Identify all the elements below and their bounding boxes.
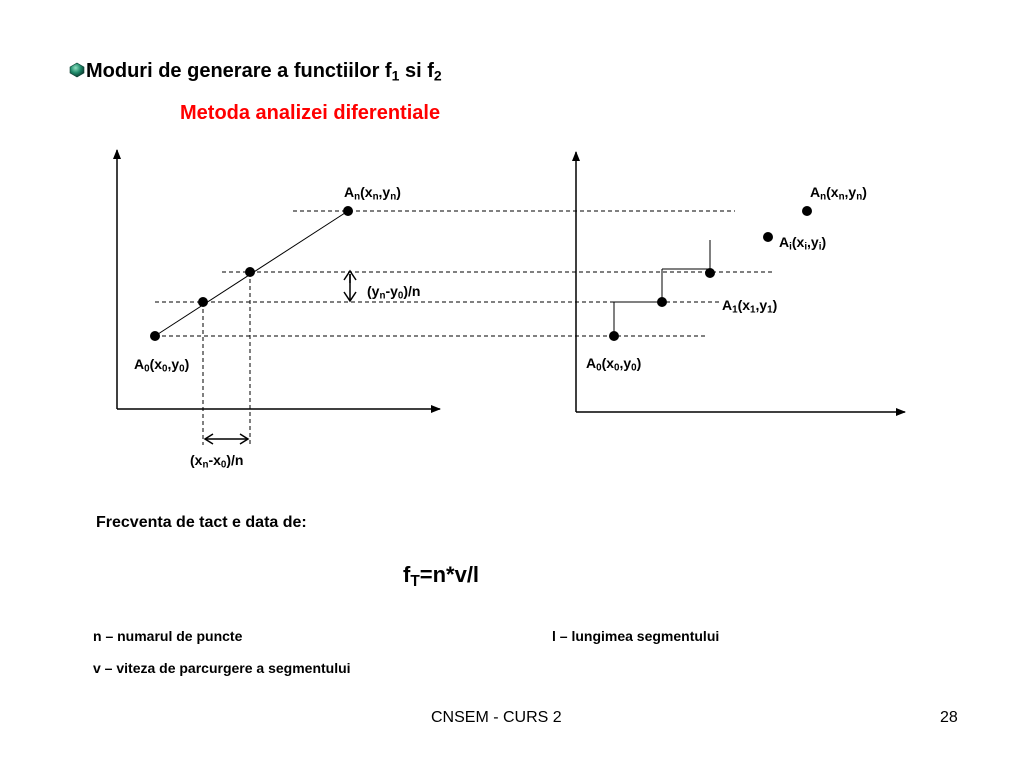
right-point-an bbox=[802, 206, 812, 216]
right-point-a0 bbox=[609, 331, 619, 341]
right-point-a2 bbox=[705, 268, 715, 278]
left-point-a0 bbox=[150, 331, 160, 341]
left-label-a0: $A_0(x_0,y_0)$ bbox=[134, 356, 190, 375]
left-label-dy: $(y_n-y_0)/n$ bbox=[367, 283, 421, 302]
right-point-a1 bbox=[657, 297, 667, 307]
footer-course: CNSEM - CURS 2 bbox=[431, 709, 562, 726]
slide-subtitle: Metoda analizei diferentiale bbox=[180, 102, 441, 124]
left-point-a2 bbox=[245, 267, 255, 277]
slide-title: Moduri de generare a functiilor $f_1$ si $f_2$ bbox=[86, 60, 442, 84]
frequency-formula: $f_T=n*v/l$ bbox=[403, 562, 480, 590]
left-diagram bbox=[117, 150, 778, 445]
legend-v: v – viteza de parcurgere a segmentului bbox=[93, 660, 351, 676]
right-label-an: $A_n(x_n,y_n)$ bbox=[810, 184, 867, 203]
left-label-dx: $(x_n-x_0)/n$ bbox=[190, 452, 244, 471]
frequency-label: Frecventa de tact e data de: bbox=[96, 514, 307, 531]
left-point-an bbox=[343, 206, 353, 216]
left-point-a1 bbox=[198, 297, 208, 307]
legend-n: n – numarul de puncte bbox=[93, 628, 243, 644]
right-label-ai: $A_i(x_i,y_i)$ bbox=[779, 234, 827, 253]
legend-l: l – lungimea segmentului bbox=[552, 628, 720, 644]
left-label-an: $A_n(x_n,y_n)$ bbox=[344, 184, 401, 203]
right-point-ai bbox=[763, 232, 773, 242]
right-label-a1: $A_1(x_1,y_1)$ bbox=[722, 297, 778, 316]
right-label-a0: $A_0(x_0,y_0)$ bbox=[586, 355, 642, 374]
footer-page-number: 28 bbox=[940, 709, 958, 726]
